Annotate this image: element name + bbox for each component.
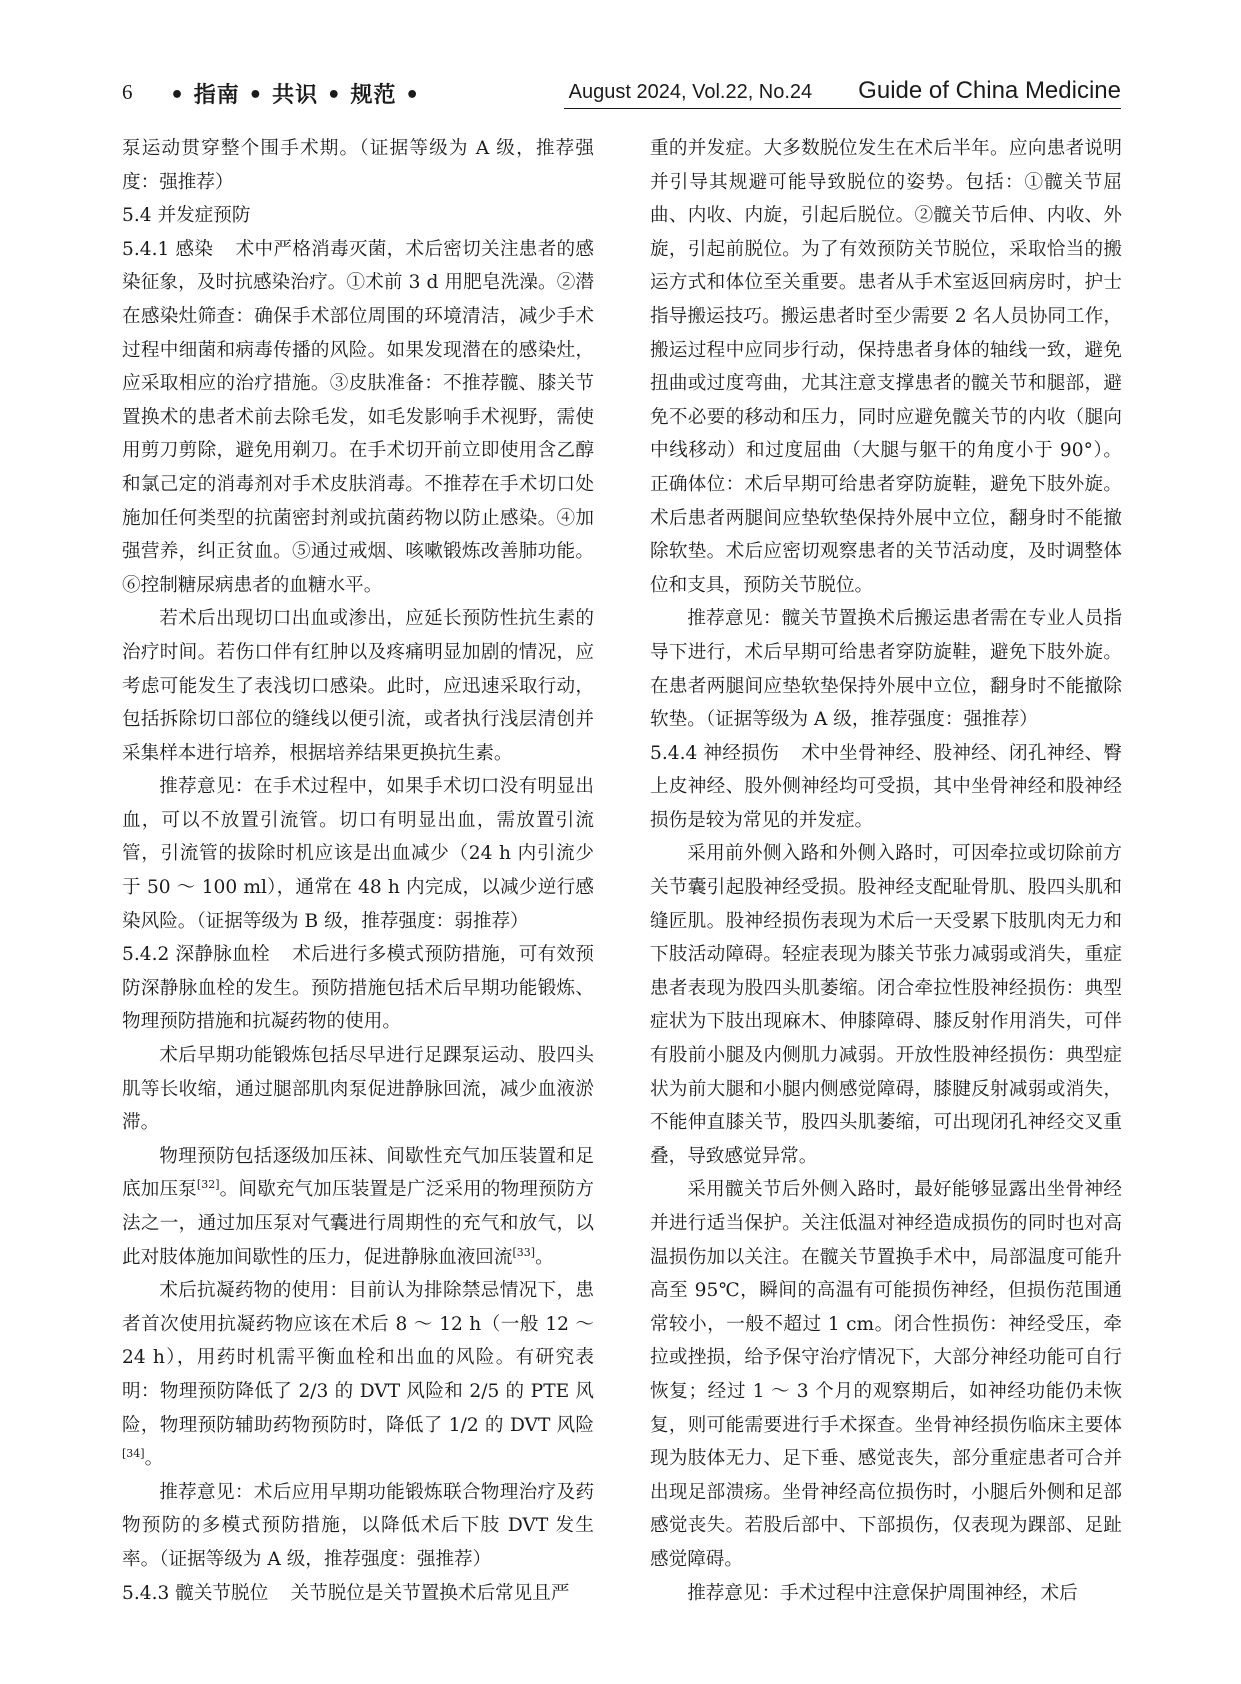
issue-info: August 2024, Vol.22, No.24 [568,81,813,103]
subsection-heading: 5.4.1 感染 [122,238,214,260]
paragraph: 若术后出现切口出血或渗出，应延长预防性抗生素的治疗时间。若伤口伴有红肿以及疼痛明显加剧的情况，应考虑可能发生了表浅切口感染。此时，应迅速采取行动，包括拆除切口部位的缝线以便引流，或者执行浅层清创并采集样本进行培养，根据培养结果更换抗生素。 [122,608,594,764]
subsection-5-4-2 [122,938,594,1039]
header-rule [564,108,1121,109]
section-heading-5-4: 5.4 并发症预防 [122,205,251,227]
paragraph-text: 术后抗凝药物的使用：目前认为排除禁忌情况下，患者首次使用抗凝药物应该在术后 8 ～ 12 h（一般 12 ～ 24 h），用药时机需平衡血栓和出血的风险。有研究表明：物理预防降低了 2/3 的 DVT 风险和 2/5 的 PTE 风险，物理预防辅助药物预防时，降低了 1/2 的 DVT 风险 [122,1280,594,1436]
citation: [34] [122,1447,145,1461]
subsection-text: 术中坐骨神经、股神经、闭孔神经、臀上皮神经、股外侧神经均可受损，其中坐骨神经和股神经损伤是较为常见的并发症。 [650,742,1122,831]
left-column [122,132,594,1610]
right-column [650,132,1122,1610]
recommendation-paragraph: 推荐意见：髋关节置换术后搬运患者需在专业人员指导下进行，术后早期可给患者穿防旋鞋，避免下肢外旋。在患者两腿间应垫软垫保持外展中立位，翻身时不能撤除软垫。（证据等级为 A 级，推荐强度：强推荐） [650,608,1122,731]
recommendation-paragraph: 推荐意见：在手术过程中，如果手术切口没有明显出血，可以不放置引流管。切口有明显出血，需放置引流管，引流管的拔除时机应该是出血减少（24 h 内引流少于 50 ～ 100 ml），通常在 48 h 内完成，以减少逆行感染风险。（证据等级为 B 级，推荐强度：弱推荐） [122,776,594,932]
subsection-5-4-1 [122,233,594,603]
subsection-text: 关节脱位是关节置换术后常见且严 [290,1582,570,1604]
subsection-text: 术中严格消毒灭菌，术后密切关注患者的感染征象，及时抗感染治疗。①术前 3 d 用肥皂洗澡。②潜在感染灶筛查：确保手术部位周围的环境清洁，减少手术过程中细菌和病毒传播的风险。如果发现潜在的感染灶，应采取相应的治疗措施。③皮肤准备：不推荐髋、膝关节置换术的患者术前去除毛发，如毛发影响手术视野，需使用剪刀剪除，避免用剃刀。在手术切开前立即使用含乙醇和氯己定的消毒剂对手术皮肤消毒。不推荐在手术切口处施加任何类型的抗菌密封剂或抗菌药物以防止感染。④加强营养，纠正贫血。⑤通过戒烟、咳嗽锻炼改善肺功能。⑥控制糖尿病患者的血糖水平。 [122,238,594,596]
recommendation-paragraph: 推荐意见：手术过程中注意保护周围神经，术后 [687,1582,1078,1604]
paragraph-text: 。 [535,1246,554,1268]
paragraph: 泵运动贯穿整个围手术期。（证据等级为 A 级，推荐强度：强推荐） [122,138,594,193]
recommendation-paragraph: 推荐意见：术后应用早期功能锻炼联合物理治疗及药物预防的多模式预防措施，以降低术后下肢 DVT 发生率。（证据等级为 A 级，推荐强度：强推荐） [122,1481,594,1570]
section-label: • 指南 • 共识 • 规范 • [170,83,421,108]
paragraph-text: 物理预防包括逐级加压袜、间歇性充气加压装置和足底加压泵 [122,1145,594,1201]
citation: [32] [196,1178,220,1192]
citation: [33] [512,1245,536,1259]
running-header [122,77,1121,110]
paragraph: 采用髋关节后外侧入路时，最好能够显露出坐骨神经并进行适当保护。关注低温对神经造成损伤的同时也对高温损伤加以关注。在髋关节置换手术中，局部温度可能升高至 95℃，瞬间的高温有可能损伤神经，但损伤范围通常较小，一般不超过 1 cm。闭合性损伤：神经受压，牵拉或挫损，给予保守治疗情况下，大部分神经功能可自行恢复；经过 1 ～ 3 个月的观察期后，如神经功能仍未恢复，则可能需要进行手术探查。坐骨神经损伤临床主要体现为肢体无力、足下垂、感觉丧失，部分重症患者可合并出现足部溃疡。坐骨神经高位损伤时，小腿后外侧和足部感觉丧失。若股后部中、下部损伤，仅表现为踝部、足趾感觉障碍。 [650,1179,1122,1570]
journal-info [569,77,1121,105]
paragraph: 重的并发症。大多数脱位发生在术后半年。应向患者说明并引导其规避可能导致脱位的姿势。包括：①髋关节屈曲、内收、内旋，引起后脱位。②髋关节后伸、内收、外旋，引起前脱位。为了有效预防关节脱位，采取恰当的搬运方式和体位至关重要。患者从手术室返回病房时，护士指导搬运技巧。搬运患者时至少需要 2 名人员协同工作，搬运过程中应同步行动，保持患者身体的轴线一致，避免扭曲或过度弯曲，尤其注意支撑患者的髋关节和腿部，避免不必要的移动和压力，同时应避免髋关节的内收（腿向中线移动）和过度屈曲（大腿与躯干的角度小于 90°）。正确体位：术后早期可给患者穿防旋鞋，避免下肢外旋。术后患者两腿间应垫软垫保持外展中立位，翻身时不能撤除软垫。术后应密切观察患者的关节活动度，及时调整体位和支具，预防关节脱位。 [650,138,1122,596]
paragraph-text: 。 [144,1448,164,1470]
paragraph: 采用前外侧入路和外侧入路时，可因牵拉或切除前方关节囊引起股神经受损。股神经支配耻骨肌、股四头肌和缝匠肌。股神经损伤表现为术后一天受累下肢肌肉无力和下肢活动障碍。轻症表现为膝关节张力减弱或消失，重症患者表现为股四头肌萎缩。闭合牵拉性股神经损伤：典型症状为下肢出现麻木、伸膝障碍、膝反射作用消失，可伴有股前小腿及内侧肌力减弱。开放性股神经损伤：典型症状为前大腿和小腿内侧感觉障碍，膝腱反射减弱或消失，不能伸直膝关节，股四头肌萎缩，可出现闭孔神经交叉重叠，导致感觉异常。 [650,843,1122,1167]
subsection-heading: 5.4.3 髋关节脱位 [122,1582,269,1604]
subsection-heading: 5.4.2 深静脉血栓 [122,944,270,966]
paragraph: 术后早期功能锻炼包括尽早进行足踝泵运动、股四头肌等长收缩，通过腿部肌肉泵促进静脉回流，减少血液淤滞。 [122,1045,594,1134]
paragraph [122,1140,594,1274]
subsection-5-4-4 [650,737,1122,838]
page-number: 6 [122,80,133,104]
subsection-5-4-3 [122,1577,594,1611]
subsection-heading: 5.4.4 神经损伤 [650,742,780,764]
subsection-text: 术后进行多模式预防措施，可有效预防深静脉血栓的发生。预防措施包括术后早期功能锻炼、物理预防措施和抗凝药物的使用。 [122,944,594,1033]
paragraph-text: 。间歇充气加压装置是广泛采用的物理预防方法之一，通过加压泵对气囊进行周期性的充气和放气，以此对肢体施加间歇性的压力，促进静脉血液回流 [122,1179,594,1268]
journal-title: Guide of China Medicine [858,77,1121,104]
paragraph [122,1274,594,1476]
